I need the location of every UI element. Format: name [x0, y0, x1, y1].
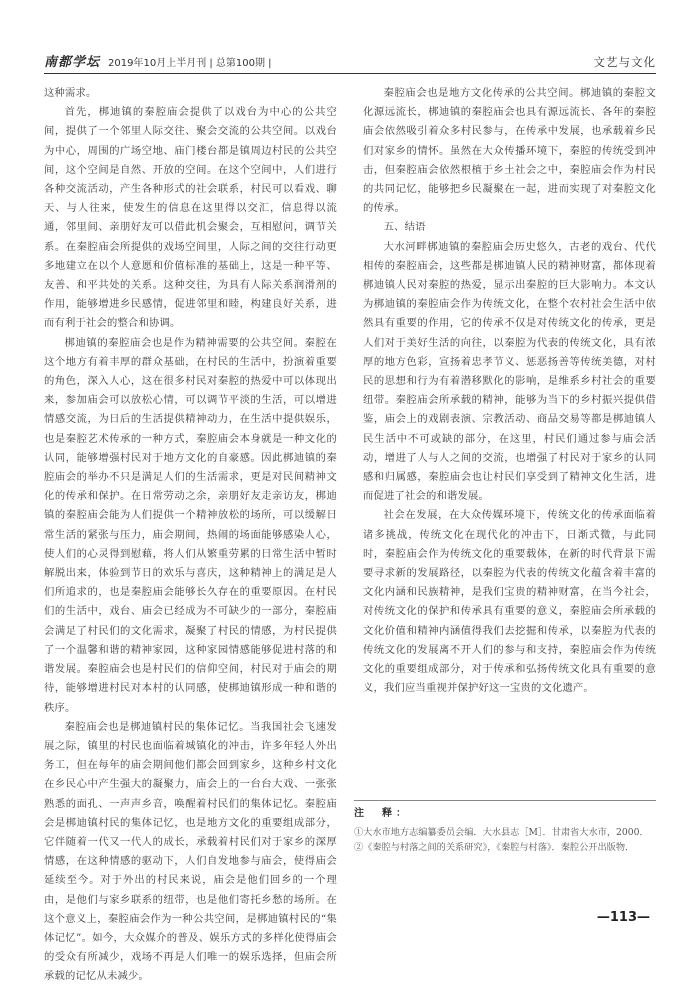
paragraph: 秦腔庙会也是地方文化传承的公共空间。梆迪镇的秦腔文化源远流长，梆迪镇的秦腔庙会也具有源远流长、各年的秦腔庙会依然吸引着众多村民参与，在传承中发展，也承载着乡民们对家乡的情怀。虽然在大众传播环境下，秦腔的传统受到冲击，但秦腔庙会依然根植于乡土社会之中，秦腔庙会作为村民的共同记忆，能够把乡民凝聚在一起，进而实现了对秦腔文化的传承。 — [363, 87, 656, 215]
paragraph: 梆迪镇的秦腔庙会也是作为精神需要的公共空间。秦腔在这个地方有着丰厚的群众基础，在村民的生活中，扮演着重要的角色，深入人心，这在很多村民对秦腔的热爱中可以体现出来，参加庙会可以放松心情，可以调节平淡的生活，可以增进情感交流，为日后的生活提供精神动力，在生活中提供娱乐，也是秦腔艺术传承的一种方式，秦腔庙会本身就是一种文化的认同，能够增强村民对于地方文化的自豪感。因此梆迪镇的秦腔庙会的举办不只是满足人们的生活需求，更是对民间精神文化的传承和保护。在日常劳动之余，亲朋好友走亲访友，梆迪镇的秦腔庙会能为人们提供一个精神放松的场所，可以缓解日常生活的紧张与压力，庙会期间，热闹的场面能够感染人心，使人们的心灵得到慰藉，将人们从繁重劳累的日常生活中暂时解脱出来，体验到节日的欢乐与喜庆，这种精神上的满足是人们所追求的，也是秦腔庙会能够长久存在的重要原因。在村民们的生活中，戏台、庙会已经成为不可缺少的一部分，秦腔庙会满足了村民们的文化需求，凝聚了村民的情感，为村民提供了一个温馨和谐的精神家园，这种家园情感能够促进村落的和谐发展。秦腔庙会也是村民们的信仰空间，村民对于庙会的期待，能够增进村民对本村的认同感，使梆迪镇形成一种和谐的秩序。 — [44, 336, 337, 714]
notes-title: 注 释： — [354, 808, 410, 819]
left-column — [44, 84, 337, 983]
section-heading: 五、结语 — [383, 221, 426, 234]
right-column — [363, 84, 656, 804]
note-item: ②《秦腔与村落之间的关系研究》，《秦腔与村落》．秦腔公开出版物． — [354, 842, 635, 853]
section-title: 文艺与文化 — [593, 55, 656, 69]
paragraph: 首先，梆迪镇的秦腔庙会提供了以戏台为中心的公共空间，提供了一个邻里人际交往、聚会交流的公共空间。以戏台为中心，周围的广场空地、庙门楼台都是镇周边村民的公共空间，这个空间是自然、开放的空间。在这个空间中，人们进行各种交流活动，产生各种形式的社会联系，村民可以看戏、聊天、与人往来，使发生的信息在这里得以交汇，信息得以流通，邻里间、亲朋好友可以借此机会聚会，互相慰问，调节关系。在秦腔庙会所提供的戏场空间里，人际之间的交往行动更多地建立在以个人意愿和价值标准的基础上，这是一种平等、友善、和平共处的关系。这种交往，为具有人际关系润滑剂的作用，能够增进乡民感情，促进邻里和睦，构建良好关系，进而有利于社会的整合和协调。 — [44, 106, 337, 330]
page-header — [44, 44, 656, 74]
journal-logo: 南都学坛 — [44, 55, 101, 70]
paragraph: 社会在发展，在大众传媒环境下，传统文化的传承面临着诸多挑战，传统文化在现代化的冲击下，日渐式微，与此同时，秦腔庙会作为传统文化的重要载体，在新的时代背景下需要寻求新的发展路径，以秦腔为代表的传统文化蕴含着丰富的文化内涵和民族精神，是我们宝贵的精神财富，在当今社会，对传统文化的保护和传承具有重要的意义，秦腔庙会所承载的文化价值和精神内涵值得我们去挖掘和传承，以秦腔为代表的传统文化的发展离不开人们的参与和支持，秦腔庙会作为传统文化的重要组成部分，对于传承和弘扬传统文化具有重要的意义，我们应当重视并保护好这一宝贵的文化遗产。 — [363, 509, 656, 695]
page-number: —113— — [596, 910, 650, 925]
paragraph: 这种需求。 — [44, 87, 97, 99]
paragraph: 秦腔庙会也是梆迪镇村民的集体记忆。当我国社会飞速发展之际，镇里的村民也面临着城镇化的冲击，许多年轻人外出务工，但在每年的庙会期间他们都会回到家乡，这种乡村文化在乡民心中产生强大的凝聚力，庙会上的一台台大戏、一张张熟悉的面孔、一声声乡音，唤醒着村民们的集体记忆。秦腔庙会是梆迪镇村民的集体记忆，也是地方文化的重要组成部分，它伴随着一代又一代人的成长，承载着村民们对于家乡的深厚情感，在这种情感的驱动下，人们自发地参与庙会，使得庙会延续至今。对于外出的村民来说，庙会是他们回乡的一个理由，是他们与家乡联系的纽带，也是他们寄托乡愁的场所。在这个意义上，秦腔庙会作为一种公共空间，是梆迪镇村民的“集体记忆”。如今，大众媒介的普及、娱乐方式的多样化使得庙会的受众有所减少，戏场不再是人们唯一的娱乐选择，但庙会所承载的记忆从未减少。 — [44, 720, 337, 983]
notes-section — [354, 804, 656, 855]
paragraph: 大水河畔梆迪镇的秦腔庙会历史悠久，古老的戏台、代代相传的秦腔庙会，这些都是梆迪镇人民的精神财富，都体现着梆迪镇人民对秦腔的热爱，显示出秦腔的巨大影响力。本文认为梆迪镇的秦腔庙会作为传统文化，在整个农村社会生活中依然具有重要的作用，它的传承不仅是对传统文化的传承，更是人们对于美好生活的向往，以秦腔为代表的传统文化，具有浓厚的地方色彩，宣扬着忠孝节义、惩恶扬善等传统美德，对村民的思想和行为有着潜移默化的影响，是维系乡村社会的重要纽带。秦腔庙会所承载的精神，能够为当下的乡村振兴提供借鉴，庙会上的戏剧表演、宗教活动、商品交易等都是梆迪镇人民生活中不可或缺的部分，在这里，村民们通过参与庙会活动，增进了人与人之间的交流，也增强了村民对于家乡的认同感和归属感，秦腔庙会也让村民们享受到了精神文化生活，进而促进了社会的和谐发展。 — [363, 240, 656, 503]
notes-divider — [354, 800, 656, 801]
note-item: ①大水市地方志编纂委员会编．大水县志［M］．甘肃省大水市，2000． — [354, 827, 649, 838]
issue-info: 2019年10月上半月刊 | 总第100期 | — [108, 58, 272, 69]
header-left — [44, 51, 272, 70]
